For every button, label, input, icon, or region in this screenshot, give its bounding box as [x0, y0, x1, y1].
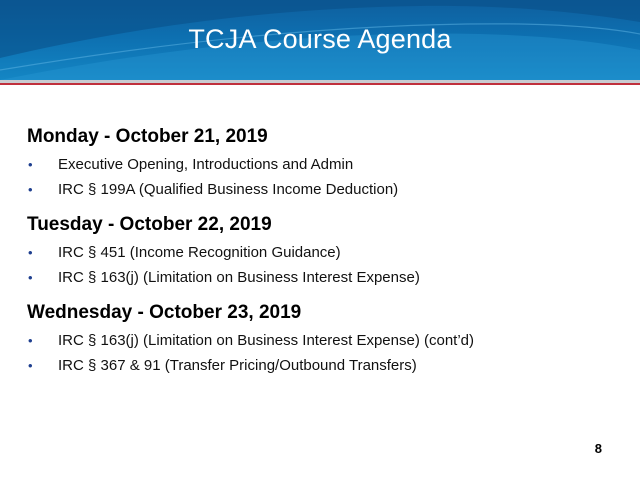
- list-item: [27, 177, 617, 202]
- day-block-wednesday: [27, 300, 617, 378]
- day-heading: Tuesday - October 22, 2019: [27, 214, 272, 235]
- agenda-list: [27, 328, 617, 378]
- bullet-icon: •: [28, 245, 33, 260]
- bullet-icon: •: [28, 157, 33, 172]
- bullet-icon: •: [28, 333, 33, 348]
- day-block-tuesday: [27, 212, 617, 290]
- day-block-monday: [27, 124, 617, 202]
- list-item-text: IRC § 367 & 91 (Transfer Pricing/Outbound Transfers): [58, 357, 417, 374]
- list-item-text: IRC § 163(j) (Limitation on Business Interest Expense) (cont’d): [58, 332, 475, 349]
- list-item: [27, 353, 617, 378]
- list-item: [27, 152, 617, 177]
- bullet-icon: •: [28, 358, 33, 373]
- list-item-text: Executive Opening, Introductions and Admin: [58, 156, 354, 173]
- header-banner: [0, 0, 640, 80]
- list-item: [27, 328, 617, 353]
- page-title: TCJA Course Agenda: [188, 24, 452, 54]
- list-item: [27, 265, 617, 290]
- header-divider-red: [0, 83, 640, 85]
- agenda-content: [27, 124, 617, 388]
- day-heading: Wednesday - October 23, 2019: [27, 302, 302, 323]
- bullet-icon: •: [28, 270, 33, 285]
- bullet-icon: •: [28, 182, 33, 197]
- agenda-list: [27, 152, 617, 202]
- agenda-list: [27, 240, 617, 290]
- list-item: [27, 240, 617, 265]
- list-item-text: IRC § 163(j) (Limitation on Business Interest Expense): [58, 269, 420, 286]
- day-heading: Monday - October 21, 2019: [27, 126, 268, 147]
- page-number: 8: [594, 441, 602, 456]
- list-item-text: IRC § 199A (Qualified Business Income Deduction): [58, 181, 399, 198]
- list-item-text: IRC § 451 (Income Recognition Guidance): [58, 244, 341, 261]
